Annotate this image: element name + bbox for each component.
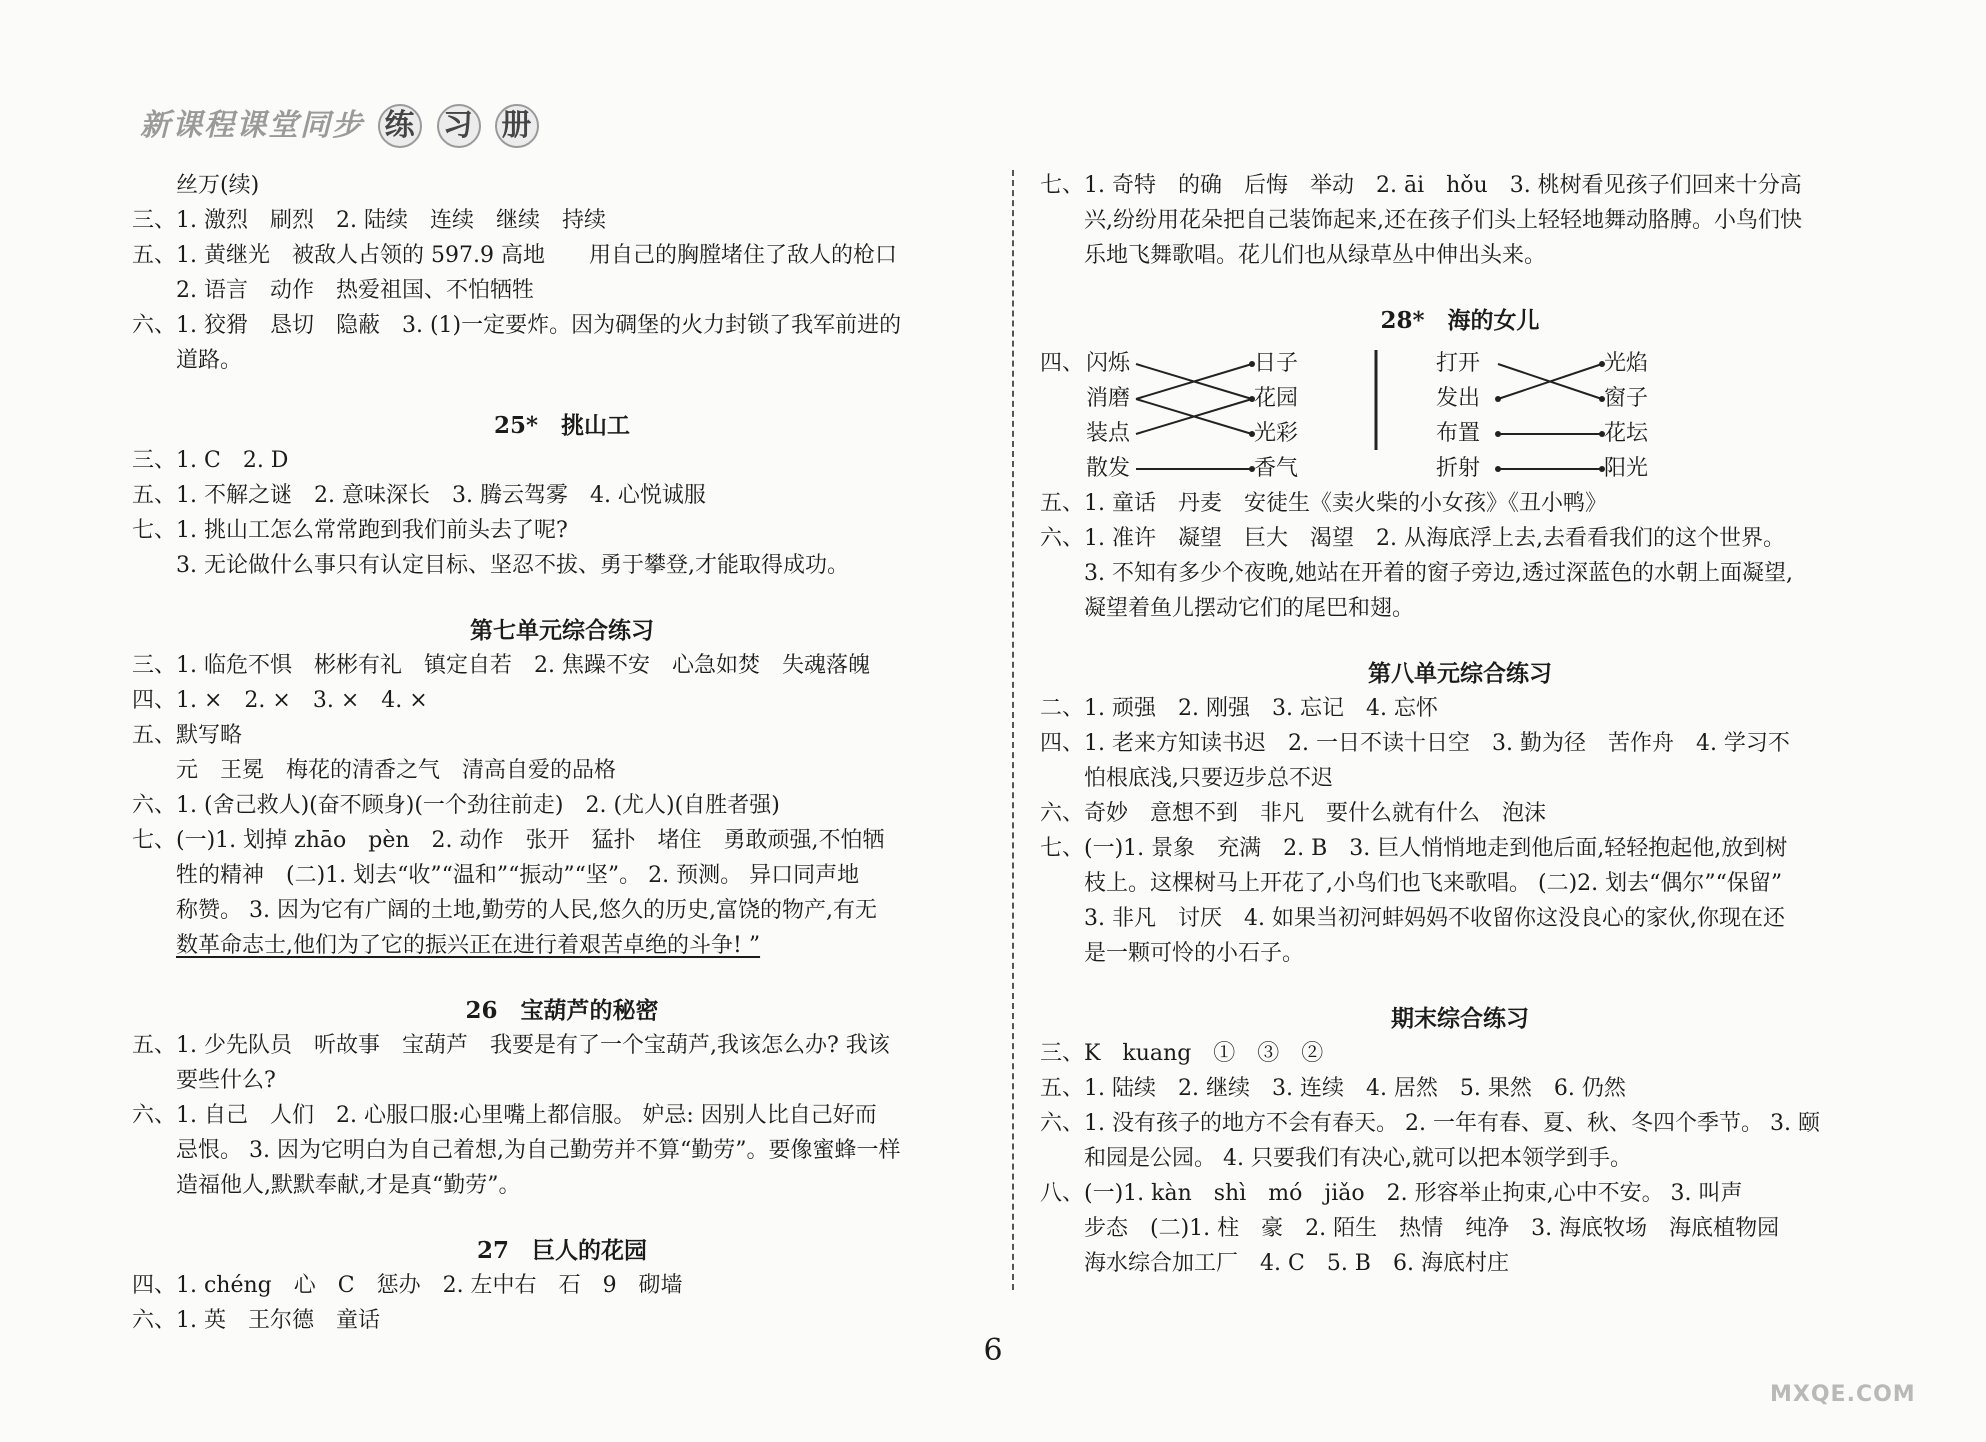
answer-line: 步态 (二)1. 柱 豪 2. 陌生 热情 纯净 3. 海底牧场 海底植物园 [1084,1216,1780,1241]
right-column [1040,168,1880,1281]
answer-line: 六、1. 狡猾 恳切 隐蔽 3. (1)一定要炸。因为碉堡的火力封锁了我军前进的 [132,313,902,338]
answer-line: 和园是公园。 4. 只要我们有决心,就可以把本领学到手。 [1084,1146,1632,1171]
answer-line: 七、1. 奇特 的确 后悔 举动 2. āi hǒu 3. 桃树看见孩子们回来十分高 [1040,173,1802,198]
answer-line: 五、1. 童话 丹麦 安徒生《卖火柴的小女孩》《丑小鸭》 [1040,491,1607,516]
match-word: 阳光 [1604,456,1649,481]
section-heading: 27 巨人的花园 [476,1237,647,1264]
left-block-3 [132,648,992,963]
right-block-3 [1040,691,1880,971]
answer-line: 七、(一)1. 划掉 zhāo pèn 2. 动作 张开 猛扑 堵住 勇敢顽强,不怕牺 [132,828,885,853]
match-word: 窗子 [1604,386,1649,411]
answer-line: 忌恨。 3. 因为它明白为自己着想,为自己勤劳并不算“勤劳”。要像蜜蜂一样 [176,1138,901,1163]
answer-line: 道路。 [176,348,243,373]
section-heading: 26 宝葫芦的秘密 [465,997,659,1024]
answer-line: 丝万(续) [176,173,260,198]
header-badge-3: 册 [495,104,539,148]
answer-line: 3. 不知有多少个夜晚,她站在开着的窗子旁边,透过深蓝色的水朝上面凝望, [1084,561,1793,586]
answer-line: 3. 无论做什么事只有认定目标、坚忍不拔、勇于攀登,才能取得成功。 [176,553,849,578]
answer-line: 元 王冕 梅花的清香之气 清高自爱的品格 [176,758,617,783]
header-title-text: 新课程课堂同步 [140,108,364,143]
answer-line: 怕根底浅,只要迈步总不迟 [1084,766,1333,791]
answer-line: 五、1. 陆续 2. 继续 3. 连续 4. 居然 5. 果然 6. 仍然 [1040,1076,1626,1101]
match-word: 光彩 [1254,421,1299,446]
answer-line: 四、1. 老来方知读书迟 2. 一日不读十日空 3. 勤为径 苦作舟 4. 学习不 [1040,731,1790,756]
match-word: 香气 [1254,456,1299,481]
section-heading: 第八单元综合练习 [1368,660,1552,687]
left-block-1 [132,168,992,378]
answer-line: 七、1. 挑山工怎么常常跑到我们前头去了呢? [132,518,568,543]
left-block-4 [132,1028,992,1203]
answer-line: 造福他人,默默奉献,才是真“勤劳”。 [176,1173,521,1198]
answer-line: 五、1. 少先队员 听故事 宝葫芦 我要是有了一个宝葫芦,我该怎么办? 我该 [132,1033,890,1058]
answer-line: 三、1. 激烈 刷烈 2. 陆续 连续 继续 持续 [132,208,606,233]
match-word: 打开 [1436,351,1481,376]
left-block-2 [132,443,992,583]
answer-line: 乐地飞舞歌唱。花儿们也从绿草丛中伸出头来。 [1084,243,1547,268]
section-heading: 期末综合练习 [1391,1005,1529,1032]
answer-line: 四、1. chéng 心 C 惩办 2. 左中右 石 9 砌墙 [132,1273,683,1298]
match-word: 装点 [1086,421,1131,446]
answer-line: 3. 非凡 讨厌 4. 如果当初河蚌妈妈不收留你这没良心的家伙,你现在还 [1084,906,1785,931]
answer-line: 六、1. (舍己救人)(奋不顾身)(一个劲往前走) 2. (尤人)(自胜者强) [132,793,780,818]
match-word: 日子 [1254,351,1299,376]
match-word: 消磨 [1086,386,1131,411]
page-number: 6 [983,1333,1003,1368]
match-word: 闪烁 [1086,351,1131,376]
column-divider [1012,170,1014,1290]
answer-line: 五、默写略 [132,723,243,748]
section-heading: 第七单元综合练习 [470,617,654,644]
match-word: 折射 [1436,456,1481,481]
answer-line: 六、1. 自己 人们 2. 心服口服:心里嘴上都信服。 妒忌: 因别人比自己好而 [132,1103,877,1128]
match-word: 布置 [1436,421,1481,446]
watermark-logo: MXQE.COM [1770,1382,1916,1407]
answer-line: 凝望着鱼儿摆动它们的尾巴和翅。 [1084,596,1415,621]
answer-line: 七、(一)1. 景象 充满 2. B 3. 巨人悄悄地走到他后面,轻轻抱起他,放到树 [1040,836,1788,861]
answer-line: 三、1. C 2. D [132,448,289,473]
answer-line: 三、1. 临危不惧 彬彬有礼 镇定自若 2. 焦躁不安 心急如焚 失魂落魄 [132,653,870,678]
match-word: 发出 [1436,386,1481,411]
match-word: 花园 [1254,386,1299,411]
answer-line: 是一颗可怜的小石子。 [1084,941,1305,966]
left-block-5 [132,1268,992,1338]
right-block-1 [1040,168,1880,273]
matching-exercise [1040,346,1880,486]
answer-line: 五、1. 黄继光 被敌人占领的 597.9 高地 用自己的胸膛堵住了敌人的枪口 [132,243,897,268]
right-block-2 [1040,486,1880,626]
section-heading: 25* 挑山工 [493,412,631,439]
header-badge-2: 习 [437,104,481,148]
answer-line: 称赞。 3. 因为它有广阔的土地,勤劳的人民,悠久的历史,富饶的物产,有无 [176,898,877,923]
answer-line: 兴,纷纷用花朵把自己装饰起来,还在孩子们头上轻轻地舞动胳膊。小鸟们快 [1084,208,1802,233]
section-heading: 28* 海的女儿 [1380,307,1540,334]
answer-line: 六、1. 准许 凝望 巨大 渴望 2. 从海底浮上去,去看看我们的这个世界。 [1040,526,1785,551]
header-badge-1: 练 [378,104,422,148]
answer-line: 2. 语言 动作 热爱祖国、不怕牺牲 [176,278,534,303]
answer-line: 数革命志士,他们为了它的振兴正在进行着艰苦卓绝的斗争! ” [176,933,761,958]
matching-prefix: 四、 [1040,351,1085,376]
answer-line: 枝上。这棵树马上开花了,小鸟们也飞来歌唱。 (二)2. 划去“偶尔”“保留” [1084,871,1783,896]
left-column [132,168,992,1338]
answer-line: 六、1. 英 王尔德 童话 [132,1308,380,1333]
answer-line: 三、K kuang ① ③ ② [1040,1041,1324,1066]
workbook-header [140,100,539,148]
answer-line: 牲的精神 (二)1. 划去“收”“温和”“振动”“坚”。 2. 预测。 异口同声地 [176,863,860,888]
answer-line: 六、奇妙 意想不到 非凡 要什么就有什么 泡沫 [1040,801,1547,826]
answer-line: 六、1. 没有孩子的地方不会有春天。 2. 一年有春、夏、秋、冬四个季节。 3. 颐 [1040,1111,1820,1136]
answer-line: 要些什么? [176,1068,276,1093]
answer-line: 五、1. 不解之谜 2. 意味深长 3. 腾云驾雾 4. 心悦诚服 [132,483,706,508]
match-word: 散发 [1086,456,1131,481]
right-block-4 [1040,1036,1880,1281]
answer-line: 海水综合加工厂 4. C 5. B 6. 海底村庄 [1084,1251,1509,1276]
match-word: 光焰 [1604,351,1649,376]
answer-line: 二、1. 顽强 2. 刚强 3. 忘记 4. 忘怀 [1040,696,1438,721]
answer-line: 四、1. × 2. × 3. × 4. × [132,688,428,713]
match-word: 花坛 [1604,421,1649,446]
answer-line: 八、(一)1. kàn shì mó jiǎo 2. 形容举止拘束,心中不安。 3. 叫声 [1040,1181,1743,1206]
